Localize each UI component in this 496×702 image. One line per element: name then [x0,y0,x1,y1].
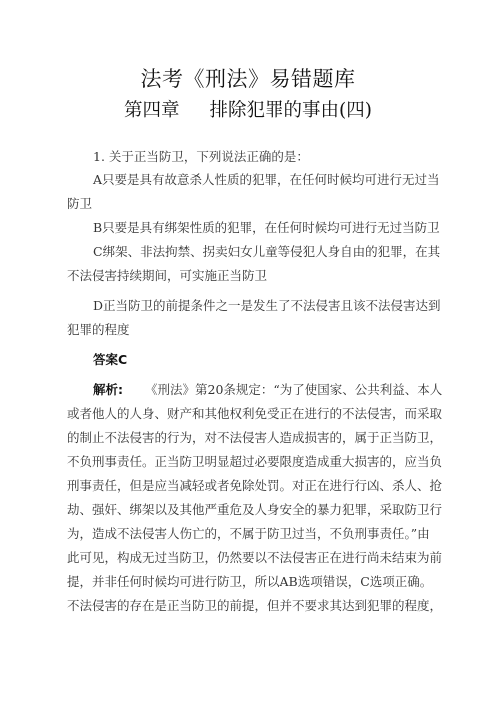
analysis-line: 不负刑事责任。正当防卫明显超过必要限度造成重大损害的，应当负 [67,454,443,469]
analysis-line: 《刑法》第20条规定：“为了使国家、公共利益、本人 [145,382,443,397]
analysis-line: 或者他人的人身、财产和其他权利免受正在进行的不法侵害，而采取 [67,406,443,421]
analysis-line: 此可见，构成无过当防卫，仍然要以不法侵害正在进行尚未结束为前 [67,550,443,565]
answer-label: 答案C [93,352,128,367]
option-a-line-1: A只要是具有故意杀人性质的犯罪，在任何时候均可进行无过当 [93,172,440,187]
analysis-line: 的制止不法侵害的行为，对不法侵害人造成损害的，属于正当防卫， [67,430,443,445]
analysis-line: 为，造成不法侵害人伤亡的，不属于防卫过当，不负刑事责任。”由 [67,526,430,541]
document-title: 法考《刑法》易错题库 [140,67,356,91]
option-c-line-1: C绑架、非法拘禁、拐卖妇女儿童等侵犯人身自由的犯罪，在其 [93,244,441,259]
analysis-line: 提，并非任何时候均可进行防卫，所以AB选项错误，C选项正确。 [67,574,433,589]
option-a-line-2: 防卫 [67,196,93,211]
chapter-number: 第四章 [124,100,180,121]
option-d-line-1: D正当防卫的前提条件之一是发生了不法侵害且该不法侵害达到 [93,298,441,313]
option-c-line-2: 不法侵害持续期间，可实施正当防卫 [67,268,268,283]
option-d-line-2: 犯罪的程度 [67,322,130,337]
analysis-label: 解析: [93,382,123,397]
chapter-title: 排除犯罪的事由(四) [209,100,372,121]
chapter-heading [0,96,496,122]
analysis-line: 不法侵害的存在是正当防卫的前提，但并不要求其达到犯罪的程度， [67,598,443,613]
analysis-line: 刑事责任，但是应当减轻或者免除处罚。对正在进行行凶、杀人、抢 [67,478,443,493]
question-stem: 1. 关于正当防卫，下列说法正确的是： [93,149,309,164]
analysis-line: 劫、强奸、绑架以及其他严重危及人身安全的暴力犯罪，采取防卫行 [67,502,443,517]
option-b: B只要是具有绑架性质的犯罪，在任何时候均可进行无过当防卫 [93,220,440,235]
